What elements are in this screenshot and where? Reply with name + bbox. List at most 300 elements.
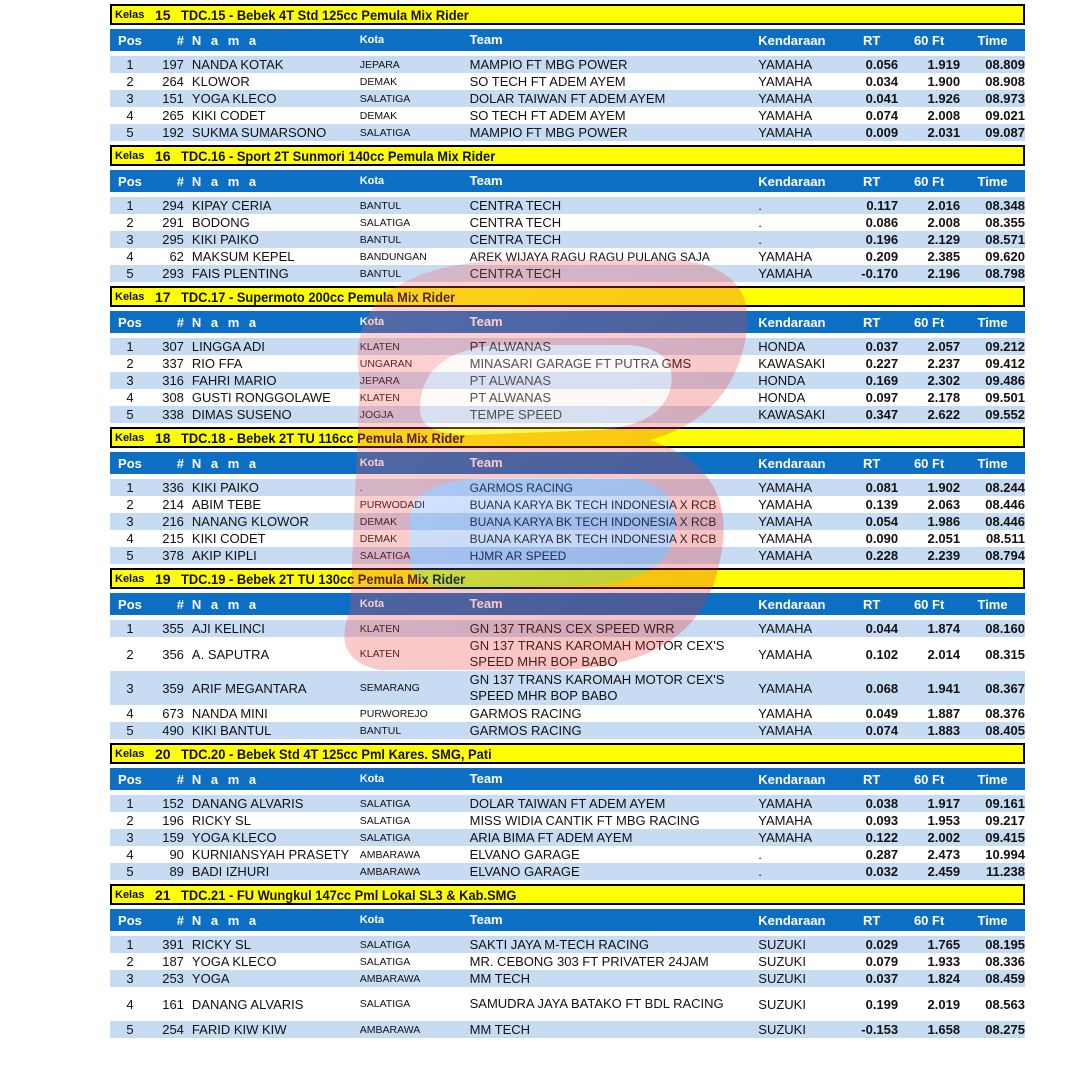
time-cell: 08.446 (985, 497, 1025, 512)
team-cell: BUANA KARYA BK TECH INDONESIA X RCB (469, 514, 717, 529)
name-cell: KIKI CODET (191, 531, 266, 546)
results-header-row (110, 452, 1025, 474)
class-number: 20 (155, 745, 171, 762)
table-row (110, 372, 1025, 389)
city-cell: BANTUL (359, 724, 402, 737)
pos-cell: 5 (126, 864, 134, 879)
name-cell: KIKI PAIKO (191, 480, 259, 495)
team-cell: MINASARI GARAGE FT PUTRA GMS (469, 355, 692, 371)
team-cell: PT ALWANAS (469, 338, 552, 354)
rt-cell: 0.074 (865, 723, 899, 738)
rt-cell: 0.227 (865, 356, 899, 371)
name-cell: MAKSUM KEPEL (191, 249, 295, 264)
header-vehicle: Kendaraan (758, 173, 826, 189)
pos-cell: 2 (126, 74, 134, 89)
time-cell: 08.511 (985, 531, 1025, 546)
time-cell: 08.336 (985, 954, 1025, 969)
vehicle-cell: HONDA (758, 390, 806, 405)
team-line-2: SPEED MHR BOP BABO (469, 688, 618, 703)
header-city: Kota (359, 175, 385, 187)
header-time: Time (977, 32, 1008, 48)
pos-cell: 4 (126, 390, 134, 405)
city-cell: SALATIGA (359, 814, 411, 827)
number-cell: 89 (169, 864, 184, 879)
class-title: TDC.21 - FU Wungkul 147cc Pml Lokal SL3 & Kab.SMG (181, 886, 517, 903)
vehicle-cell: YAMAHA (758, 497, 813, 512)
number-cell: 214 (162, 497, 184, 512)
class-block (110, 427, 1025, 568)
pos-cell: 5 (126, 266, 134, 281)
team-cell: MISS WIDIA CANTIK FT MBG RACING (469, 812, 700, 828)
vehicle-cell: YAMAHA (758, 621, 813, 636)
60ft-cell: 2.008 (927, 215, 961, 230)
vehicle-cell: SUZUKI (758, 996, 806, 1012)
city-cell: JOGJA (359, 408, 394, 421)
time-cell: 08.794 (985, 548, 1025, 563)
team-cell: MR. CEBONG 303 FT PRIVATER 24JAM (469, 953, 709, 969)
vehicle-cell: YAMAHA (758, 723, 813, 738)
team-line-1: GN 137 TRANS KAROMAH MOTOR CEX'S (469, 672, 725, 687)
table-row (110, 722, 1025, 739)
name-cell: ARIF MEGANTARA (191, 680, 307, 696)
name-cell: AKIP KIPLI (191, 548, 257, 563)
header-vehicle: Kendaraan (758, 771, 826, 787)
number-cell: 359 (162, 680, 184, 696)
team-cell: GARMOS RACING (469, 480, 573, 495)
name-cell: DIMAS SUSENO (191, 407, 292, 422)
name-cell: YOGA KLECO (191, 91, 277, 106)
time-cell: 08.571 (985, 232, 1025, 247)
header-city: Kota (359, 34, 385, 46)
pos-cell: 1 (126, 339, 134, 354)
kelas-label: Kelas (115, 747, 145, 760)
team-cell: MM TECH (469, 1021, 531, 1037)
header-rt: RT (863, 455, 881, 471)
city-cell: . (359, 481, 363, 494)
60ft-cell: 2.002 (927, 830, 961, 845)
rt-cell: 0.038 (865, 796, 899, 811)
class-title: TDC.19 - Bebek 2T TU 130cc Pemula Mix Rider (181, 570, 466, 587)
name-cell: KIPAY CERIA (191, 198, 272, 213)
vehicle-cell: . (758, 215, 762, 230)
header-vehicle: Kendaraan (758, 912, 826, 928)
city-cell: SALATIGA (359, 797, 411, 810)
time-cell: 08.195 (985, 937, 1025, 952)
number-cell: 673 (162, 706, 184, 721)
city-cell: DEMAK (359, 532, 398, 545)
pos-cell: 2 (126, 497, 134, 512)
time-cell: 08.459 (985, 971, 1025, 986)
city-cell: DEMAK (359, 75, 398, 88)
table-row (110, 231, 1025, 248)
city-cell: SALATIGA (359, 549, 411, 562)
60ft-cell: 2.178 (927, 390, 961, 405)
pos-cell: 2 (126, 215, 134, 230)
time-cell: 08.275 (985, 1022, 1025, 1037)
rt-cell: 0.228 (865, 548, 899, 563)
team-cell: ARIA BIMA FT ADEM AYEM (469, 829, 633, 845)
pos-cell: 5 (126, 723, 134, 738)
team-cell: DOLAR TAIWAN FT ADEM AYEM (469, 90, 666, 106)
header-vehicle: Kendaraan (758, 32, 826, 48)
rt-cell: 0.090 (865, 531, 899, 546)
header-name: N a m a (191, 173, 260, 189)
rt-cell: 0.044 (865, 621, 899, 636)
table-row (110, 953, 1025, 970)
table-row (110, 56, 1025, 73)
header-number: # (176, 314, 184, 330)
60ft-cell: 2.016 (927, 198, 961, 213)
team-cell: SAMUDRA JAYA BATAKO FT BDL RACING (469, 996, 724, 1011)
results-header-row (110, 170, 1025, 192)
results-header-row (110, 768, 1025, 790)
table-row (110, 197, 1025, 214)
vehicle-cell: HONDA (758, 339, 806, 354)
vehicle-cell: YAMAHA (758, 91, 813, 106)
table-row (110, 620, 1025, 637)
name-cell: ABIM TEBE (191, 497, 262, 512)
table-row (110, 1021, 1025, 1038)
pos-cell: 5 (126, 125, 134, 140)
city-cell: SALATIGA (359, 955, 411, 968)
header-team: Team (469, 596, 503, 611)
table-row (110, 338, 1025, 355)
team-cell: PT ALWANAS (469, 389, 552, 405)
number-cell: 490 (162, 723, 184, 738)
rt-cell: 0.068 (865, 680, 899, 696)
60ft-cell: 2.129 (927, 232, 961, 247)
table-row (110, 970, 1025, 987)
class-title-bar (110, 4, 1025, 25)
name-cell: FARID KIW KIW (191, 1022, 287, 1037)
rt-cell: 0.049 (865, 706, 899, 721)
class-title: TDC.17 - Supermoto 200cc Pemula Mix Rider (181, 288, 456, 305)
60ft-cell: 2.239 (927, 548, 961, 563)
pos-cell: 3 (126, 830, 134, 845)
team-cell: PT ALWANAS (469, 372, 552, 388)
kelas-label: Kelas (115, 149, 145, 162)
time-cell: 09.552 (985, 407, 1025, 422)
number-cell: 316 (162, 373, 184, 388)
team-cell: SO TECH FT ADEM AYEM (469, 107, 626, 123)
team-cell: CENTRA TECH (469, 214, 562, 230)
kelas-label: Kelas (115, 888, 145, 901)
name-cell: RICKY SL (191, 813, 251, 828)
table-row (110, 671, 1025, 705)
header-time: Time (977, 912, 1008, 928)
city-cell: SEMARANG (359, 682, 420, 694)
60ft-cell: 1.933 (927, 954, 961, 969)
table-row (110, 829, 1025, 846)
team-cell: MM TECH (469, 970, 531, 986)
city-cell: AMBARAWA (359, 848, 421, 861)
60ft-cell: 1.986 (927, 514, 961, 529)
header-vehicle: Kendaraan (758, 455, 826, 471)
time-cell: 08.376 (985, 706, 1025, 721)
60ft-cell: 1.765 (927, 937, 961, 952)
pos-cell: 2 (126, 356, 134, 371)
number-cell: 307 (162, 339, 184, 354)
vehicle-cell: YAMAHA (758, 514, 813, 529)
class-block (110, 884, 1025, 1042)
table-row (110, 124, 1025, 141)
vehicle-cell: SUZUKI (758, 954, 806, 969)
rt-cell: 0.079 (865, 954, 899, 969)
rt-cell: 0.097 (865, 390, 899, 405)
number-cell: 90 (169, 847, 184, 862)
number-cell: 295 (162, 232, 184, 247)
vehicle-cell: HONDA (758, 373, 806, 388)
header-number: # (176, 912, 184, 928)
number-cell: 197 (162, 57, 184, 72)
rt-cell: 0.102 (865, 646, 899, 662)
time-cell: 08.367 (985, 680, 1025, 696)
header-team: Team (469, 455, 503, 470)
class-block (110, 568, 1025, 743)
time-cell: 08.355 (985, 215, 1025, 230)
team-cell (470, 672, 759, 704)
number-cell: 355 (162, 621, 184, 636)
table-row (110, 265, 1025, 282)
team-cell: GN 137 TRANS CEX SPEED WRR (469, 620, 675, 636)
team-line-2: SPEED MHR BOP BABO (469, 654, 618, 669)
results-header-row (110, 311, 1025, 333)
time-cell: 08.446 (985, 514, 1025, 529)
class-number: 16 (155, 147, 171, 164)
pos-cell: 5 (126, 1022, 134, 1037)
number-cell: 161 (162, 996, 184, 1012)
60ft-cell: 1.919 (927, 57, 961, 72)
table-row (110, 355, 1025, 372)
kelas-label: Kelas (115, 572, 145, 585)
rt-cell: -0.153 (861, 1022, 899, 1037)
60ft-cell: 1.900 (927, 74, 961, 89)
pos-cell: 5 (126, 548, 134, 563)
60ft-cell: 2.019 (927, 996, 961, 1012)
header-team: Team (469, 173, 503, 188)
time-cell: 09.021 (985, 108, 1025, 123)
class-title-bar (110, 145, 1025, 166)
rt-cell: 0.209 (865, 249, 899, 264)
header-60ft: 60 Ft (913, 32, 945, 48)
rt-cell: 0.029 (865, 937, 899, 952)
city-cell: SALATIGA (359, 216, 411, 229)
pos-cell: 4 (126, 706, 134, 721)
number-cell: 293 (162, 266, 184, 281)
city-cell: JEPARA (359, 58, 400, 71)
vehicle-cell: SUZUKI (758, 1022, 806, 1037)
60ft-cell: 2.196 (927, 266, 961, 281)
team-cell: SO TECH FT ADEM AYEM (469, 73, 626, 89)
city-cell: PURWODADI (359, 498, 425, 511)
table-row (110, 846, 1025, 863)
name-cell: BODONG (191, 215, 250, 230)
60ft-cell: 2.063 (927, 497, 961, 512)
vehicle-cell: KAWASAKI (758, 407, 826, 422)
rt-cell: 0.081 (865, 480, 899, 495)
header-city: Kota (359, 316, 385, 328)
rt-cell: 0.041 (865, 91, 899, 106)
table-row (110, 812, 1025, 829)
header-number: # (176, 771, 184, 787)
vehicle-cell: YAMAHA (758, 249, 813, 264)
team-cell: MAMPIO FT MBG POWER (469, 124, 628, 140)
vehicle-cell: YAMAHA (758, 266, 813, 281)
vehicle-cell: YAMAHA (758, 480, 813, 495)
header-pos: Pos (118, 596, 142, 612)
header-vehicle: Kendaraan (758, 314, 826, 330)
vehicle-cell: SUZUKI (758, 971, 806, 986)
name-cell: NANANG KLOWOR (191, 514, 309, 529)
60ft-cell: 2.051 (927, 531, 961, 546)
name-cell: NANDA KOTAK (191, 57, 284, 72)
time-cell: 09.161 (985, 796, 1025, 811)
team-cell: HJMR AR SPEED (469, 548, 567, 563)
rt-cell: 0.199 (865, 996, 899, 1012)
header-pos: Pos (118, 912, 142, 928)
number-cell: 378 (162, 548, 184, 563)
class-title-bar (110, 427, 1025, 448)
city-cell: SALATIGA (359, 126, 411, 139)
time-cell: 09.415 (985, 830, 1025, 845)
pos-cell: 4 (126, 108, 134, 123)
number-cell: 215 (162, 531, 184, 546)
vehicle-cell: . (758, 198, 762, 213)
header-60ft: 60 Ft (913, 173, 945, 189)
header-vehicle: Kendaraan (758, 596, 826, 612)
pos-cell: 1 (126, 621, 134, 636)
number-cell: 264 (162, 74, 184, 89)
header-60ft: 60 Ft (913, 455, 945, 471)
number-cell: 192 (162, 125, 184, 140)
pos-cell: 3 (126, 91, 134, 106)
pos-cell: 2 (126, 646, 134, 662)
table-row (110, 863, 1025, 880)
team-line-1: GN 137 TRANS KAROMAH MOTOR CEX'S (469, 638, 725, 653)
60ft-cell: 1.874 (927, 621, 961, 636)
pos-cell: 3 (126, 373, 134, 388)
team-cell: BUANA KARYA BK TECH INDONESIA X RCB (469, 531, 717, 546)
rt-cell: 0.139 (865, 497, 899, 512)
class-block (110, 4, 1025, 145)
team-cell: GARMOS RACING (469, 722, 582, 738)
vehicle-cell: YAMAHA (758, 813, 813, 828)
pos-cell: 1 (126, 937, 134, 952)
rt-cell: 0.122 (865, 830, 899, 845)
rt-cell: 0.074 (865, 108, 899, 123)
60ft-cell: 2.302 (927, 373, 961, 388)
rt-cell: 0.037 (865, 339, 899, 354)
pos-cell: 4 (126, 996, 134, 1012)
city-cell: BANTUL (359, 233, 402, 246)
rt-cell: 0.056 (865, 57, 899, 72)
table-row (110, 479, 1025, 496)
city-cell: UNGARAN (359, 357, 413, 370)
city-cell: BANTUL (359, 199, 402, 212)
number-cell: 294 (162, 198, 184, 213)
table-row (110, 530, 1025, 547)
vehicle-cell: . (758, 232, 762, 247)
vehicle-cell: . (758, 864, 762, 879)
header-name: N a m a (191, 912, 260, 928)
header-name: N a m a (191, 32, 260, 48)
header-60ft: 60 Ft (913, 314, 945, 330)
number-cell: 308 (162, 390, 184, 405)
time-cell: 11.238 (985, 864, 1025, 879)
rt-cell: 0.196 (865, 232, 899, 247)
rt-cell: 0.034 (865, 74, 899, 89)
rt-cell: -0.170 (861, 266, 899, 281)
60ft-cell: 2.014 (927, 646, 961, 662)
pos-cell: 3 (126, 232, 134, 247)
60ft-cell: 1.658 (927, 1022, 961, 1037)
city-cell: DEMAK (359, 109, 398, 122)
rt-cell: 0.009 (865, 125, 899, 140)
header-pos: Pos (118, 173, 142, 189)
vehicle-cell: YAMAHA (758, 796, 813, 811)
city-cell: JEPARA (359, 374, 400, 387)
class-title-bar (110, 568, 1025, 589)
results-header-row (110, 593, 1025, 615)
time-cell: 08.244 (985, 480, 1025, 495)
header-number: # (176, 596, 184, 612)
table-row (110, 547, 1025, 564)
time-cell: 09.217 (985, 813, 1025, 828)
vehicle-cell: YAMAHA (758, 680, 813, 696)
class-block (110, 286, 1025, 427)
header-team: Team (469, 912, 503, 927)
team-cell: ELVANO GARAGE (469, 863, 580, 879)
vehicle-cell: YAMAHA (758, 830, 813, 845)
class-number: 15 (155, 6, 171, 23)
table-row (110, 513, 1025, 530)
team-cell: ELVANO GARAGE (469, 846, 580, 862)
vehicle-cell: YAMAHA (758, 548, 813, 563)
time-cell: 09.412 (985, 356, 1025, 371)
class-number: 21 (155, 886, 171, 903)
city-cell: KLATEN (359, 391, 400, 404)
city-cell: KLATEN (359, 622, 400, 635)
time-cell: 09.212 (985, 339, 1025, 354)
pos-cell: 3 (126, 680, 134, 696)
header-60ft: 60 Ft (913, 771, 945, 787)
name-cell: A. SAPUTRA (191, 646, 270, 662)
header-time: Time (977, 596, 1008, 612)
60ft-cell: 2.237 (927, 356, 961, 371)
table-row (110, 637, 1025, 671)
60ft-cell: 2.031 (927, 125, 961, 140)
60ft-cell: 2.622 (927, 407, 961, 422)
header-name: N a m a (191, 314, 260, 330)
header-time: Time (977, 314, 1008, 330)
table-row (110, 389, 1025, 406)
class-block (110, 145, 1025, 286)
class-title-bar (110, 286, 1025, 307)
name-cell: NANDA MINI (191, 706, 268, 721)
60ft-cell: 2.057 (927, 339, 961, 354)
class-number: 18 (155, 429, 171, 446)
rt-cell: 0.093 (865, 813, 899, 828)
60ft-cell: 2.385 (927, 249, 961, 264)
header-time: Time (977, 771, 1008, 787)
pos-cell: 1 (126, 198, 134, 213)
vehicle-cell: . (758, 847, 762, 862)
team-cell: CENTRA TECH (469, 265, 562, 281)
header-name: N a m a (191, 455, 260, 471)
header-team: Team (469, 314, 503, 329)
header-rt: RT (863, 32, 881, 48)
pos-cell: 3 (126, 514, 134, 529)
